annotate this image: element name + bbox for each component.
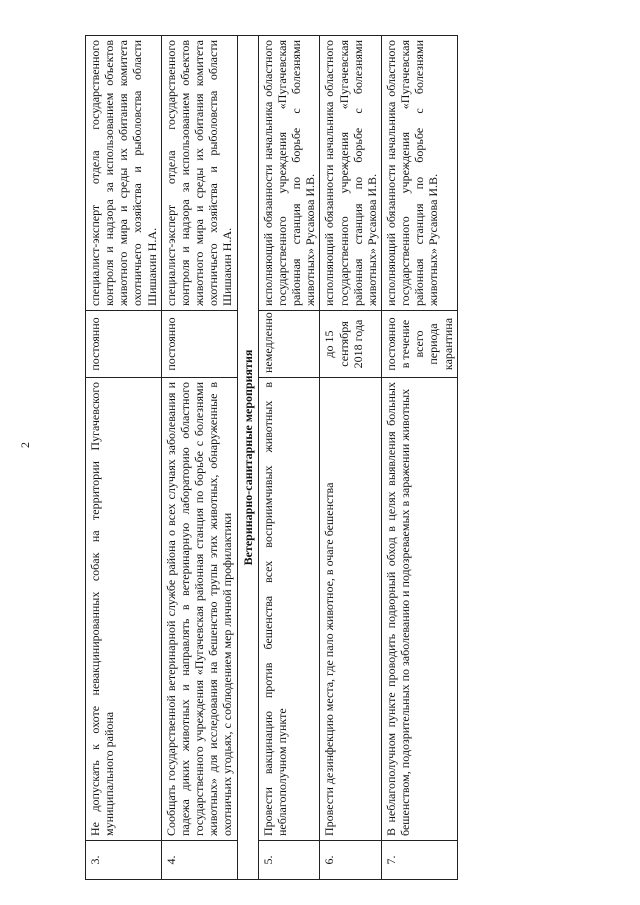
measures-table [85,35,458,880]
measure-text: Сообщать государственной ветеринарной службе района о всех случаях заболевания и падежа диких животных и направлять в ветеринарную лабораторию областного государственного учреждения «Пугачевская районная станция по борьбе с болезнями животных» для исследования на бешенство трупы этих животных, обнаруженные в охотничьих угодьях, с соблюдением мер личной профилактики [161,378,237,841]
table-row [320,36,382,880]
measure-text: Провести дезинфекцию места, где пало животное, в очаге бешенства [320,378,382,841]
table-row [86,36,162,880]
page-number: 2 [18,442,32,448]
measure-text: Провести вакцинацию против бешенства всех восприимчивых животных в неблагополучном пункте [258,378,320,841]
row-number: 5. [258,841,320,880]
section-title: Ветеринарно-санитарные мероприятия [237,36,258,880]
term-text: постоянно [86,311,162,378]
table-row [381,36,457,880]
responsible-text: исполняющий обязанности начальника областного государственного учреждения «Пугачевская районная станция по борьбе с болезнями животных» Русакова И.В. [381,36,457,311]
table-row [258,36,320,880]
row-number: 6. [320,841,382,880]
row-number: 4. [161,841,237,880]
section-header-row [237,36,258,880]
measure-text: В неблагополучном пункте проводить подворный обход в целях выявления больных бешенством, подозрительных по заболеванию и подозреваемых в заражении животных [381,378,457,841]
term-text: немедленно [258,311,320,378]
responsible-text: специалист-эксперт отдела государственного контроля и надзора за использованием объектов животного мира и среды их обитания комитета охотничьего хозяйства и рыболовства области Шишакин Н.А. [86,36,162,311]
row-number: 3. [86,841,162,880]
term-text: до 15 сентября 2018 года [320,311,382,378]
term-text: постоянно в течение всего периода карантина [381,311,457,378]
measure-text: Не допускать к охоте невакцинированных собак на территории Пугачевского муниципального района [86,378,162,841]
responsible-text: специалист-эксперт отдела государственного контроля и надзора за использованием объектов животного мира и среды их обитания комитета охотничьего хозяйства и рыболовства области Шишакин Н.А. [161,36,237,311]
row-number: 7. [381,841,457,880]
term-text: постоянно [161,311,237,378]
responsible-text: исполняющий обязанности начальника областного государственного учреждения «Пугачевская районная станция по борьбе с болезнями животных» Русакова И.В. [320,36,382,311]
table-row [161,36,237,880]
responsible-text: исполняющий обязанности начальника областного государственного учреждения «Пугачевская районная станция по борьбе с болезнями животных» Русакова И.В. [258,36,320,311]
rotated-table-page [85,35,625,880]
